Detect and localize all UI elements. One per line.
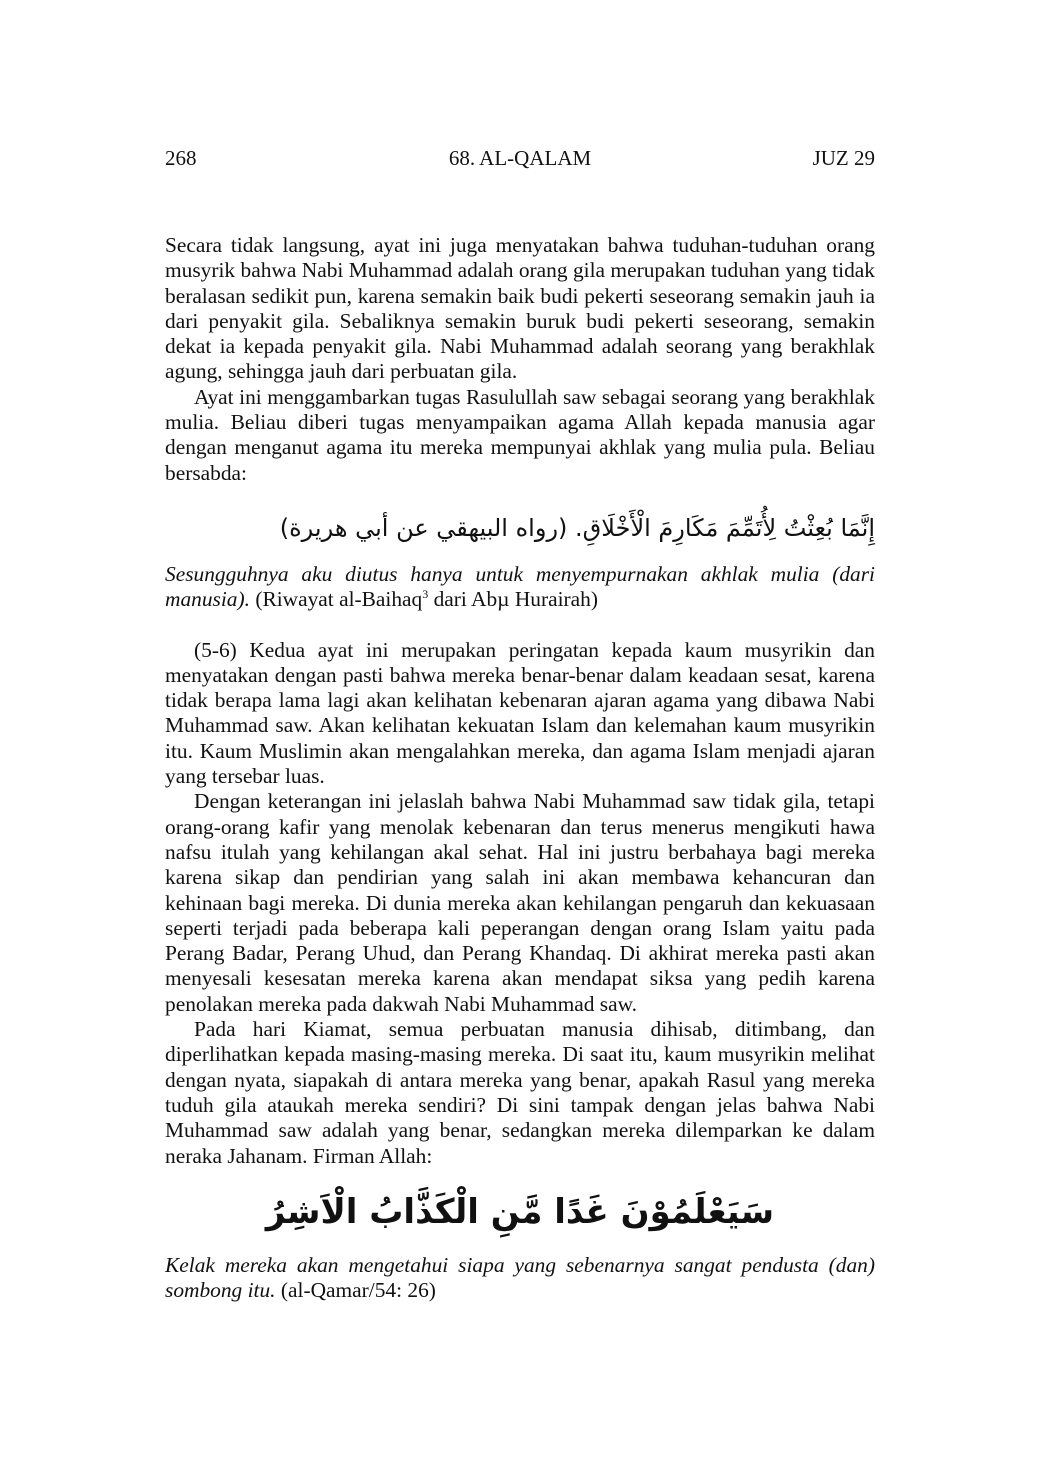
paragraph: (5-6) Kedua ayat ini merupakan peringatan kepada kaum musyrikin dan menyatakan dengan pasti bahwa mereka benar-benar dalam keadaan sesat, karena tidak berapa lama lagi akan kelihatan kebenaran ajaran agama yang dibawa Nabi Muhammad saw. Akan kelihatan kekuatan Islam dan kelemahan kaum musyrikin itu. Kaum Muslimin akan mengalahkan mereka, dan agama Islam menjadi ajaran yang tersebar luas. xyxy=(165,637,875,789)
chapter-title: 68. AL-QALAM xyxy=(448,146,592,170)
hadith-text: إِنَّمَا بُعِثْتُ لِأُتَمِّمَ مَكَارِمَ الْأَخْلَاقِ. xyxy=(575,513,875,542)
hadith-translation xyxy=(165,562,875,613)
verse-translation-text: Kelak mereka akan mengetahui siapa yang sebenarnya sangat pendusta (dan) sombong itu. xyxy=(165,1252,875,1303)
hadith-translation-text: Sesungguhnya aku diutus hanya untuk menyempurnakan akhlak mulia (dari manusia). xyxy=(165,561,875,612)
hadith-reference: (Riwayat al-Baihaq xyxy=(255,587,423,612)
paragraph: Ayat ini menggambarkan tugas Rasulullah saw sebagai seorang yang berakhlak mulia. Beliau diberi tugas menyampaikan agama Allah kepada manusia agar dengan menganut agama itu mereka mempunyai akhlak yang mulia pula. Beliau bersabda: xyxy=(165,384,875,485)
paragraph: Dengan keterangan ini jelaslah bahwa Nabi Muhammad saw tidak gila, tetapi orang-orang kafir yang menolak kebenaran dan terus menerus mengikuti hawa nafsu itulah yang kehilangan akal sehat. Hal ini justru berbahaya bagi mereka karena sikap dan pendirian yang salah ini akan membawa kehancuran dan kehinaan bagi mereka. Di dunia mereka akan kehilangan pengaruh dan kekuasaan seperti terjadi pada beberapa kali peperangan dengan orang Islam yaitu pada Perang Badar, Perang Uhud, dan Perang Khandaq. Di akhirat mereka pasti akan menyesali kesesatan mereka karena akan mendapat siksa yang pedih karena penolakan mereka pada dakwah Nabi Muhammad saw. xyxy=(165,789,875,1016)
hadith-reference-rest: dari Abµ Hurairah) xyxy=(428,587,598,612)
hadith-source: (رواه البيهقي عن أبي هريرة) xyxy=(279,513,568,542)
page-body xyxy=(165,233,875,1303)
page-header xyxy=(165,146,875,172)
hadith-arabic xyxy=(165,508,875,548)
paragraph: Pada hari Kiamat, semua perbuatan manusia dihisab, ditimbang, dan diperlihatkan kepada masing-masing mereka. Di saat itu, kaum musyrikin melihat dengan nyata, siapakah di antara mereka yang benar, apakah Rasul yang mereka tuduh gila ataukah mereka sendiri? Di sini tampak dengan jelas bahwa Nabi Muhammad saw adalah yang benar, sedangkan mereka dilemparkan ke dalam neraka Jahanam. Firman Allah: xyxy=(165,1017,875,1168)
spacer xyxy=(165,613,875,638)
verse-block xyxy=(165,1183,875,1241)
footnote-marker: 3 xyxy=(422,587,429,602)
paragraph: Secara tidak langsung, ayat ini juga menyatakan bahwa tuduhan-tuduhan orang musyrik bahwa Nabi Muhammad adalah orang gila merupakan tuduhan yang tidak beralasan sedikit pun, karena semakin baik budi pekerti seseorang semakin jauh ia dari penyakit gila. Sebaliknya semakin buruk budi pekerti seseorang, semakin dekat ia kepada penyakit gila. Nabi Muhammad adalah seorang yang berakhlak agung, sehingga jauh dari perbuatan gila. xyxy=(165,233,875,384)
juz-label: JUZ 29 xyxy=(812,146,875,170)
verse-reference: (al-Qamar/54: 26) xyxy=(275,1278,436,1303)
page-number: 268 xyxy=(165,146,197,170)
quran-verse-arabic: سَيَعْلَمُوْنَ غَدًا مَّنِ الْكَذَّابُ الْاَشِرُ xyxy=(265,1191,775,1232)
verse-translation xyxy=(165,1253,875,1304)
